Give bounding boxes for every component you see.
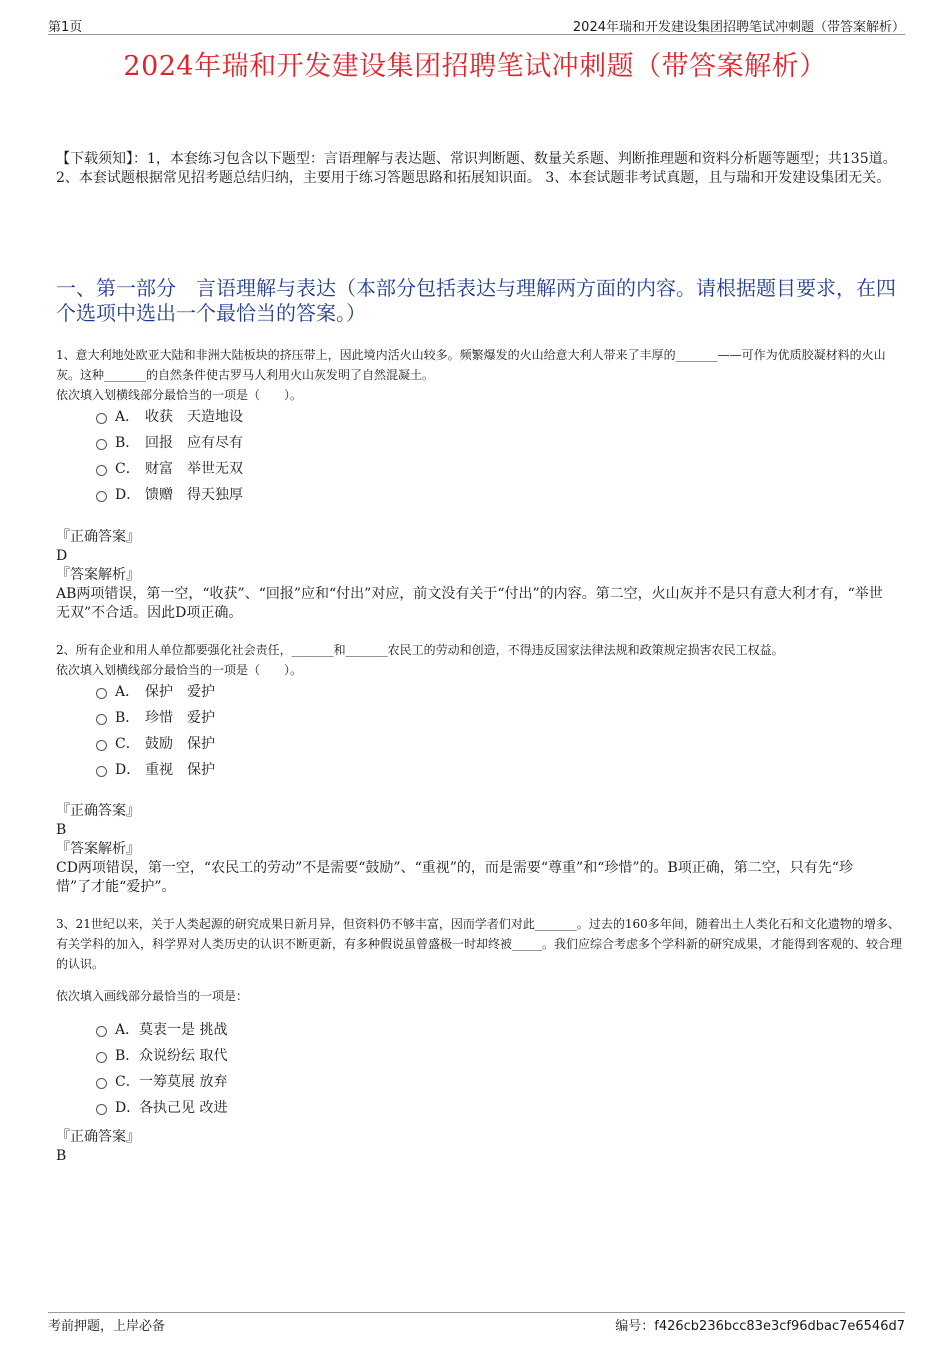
option-c[interactable]: C． 财富 举世无双 [56, 459, 902, 485]
footer-slogan: 考前押题，上岸必备 [48, 1319, 166, 1334]
option-b[interactable]: B． 众说纷纭 取代 [56, 1046, 902, 1072]
question-prompt: 依次填入划横线部分最恰当的一项是（ ）。 [56, 663, 303, 677]
radio-button[interactable] [96, 1052, 107, 1063]
radio-button[interactable] [96, 688, 107, 699]
answer-value: D [56, 548, 68, 564]
question-2 [56, 640, 902, 786]
answer-block-3 [56, 1128, 886, 1166]
radio-button[interactable] [96, 714, 107, 725]
question-stem: 3、21世纪以来，关于人类起源的研究成果日新月异，但资料仍不够丰富，因而学者们对此_______。过去的160多年间，随着出土人类化石和文化遗物的增多、有关学科的加入，科学界对人类历史的认识不断更新，有多种假说虽曾盛极一时却终被_____。我们应综合考虑多个学科新的研究成果，才能得到客观的、较合理的认识。 [56, 917, 903, 971]
question-prompt: 依次填入画线部分最恰当的一项是： [56, 989, 249, 1003]
option-d[interactable]: D． 馈赠 得天独厚 [56, 485, 902, 511]
option-b[interactable]: B． 珍惜 爱护 [56, 708, 902, 734]
answer-block-2 [56, 802, 886, 897]
radio-button[interactable] [96, 766, 107, 777]
question-1 [56, 345, 902, 511]
radio-button[interactable] [96, 491, 107, 502]
answer-heading: 『正确答案』 [56, 1129, 140, 1145]
page-number: 第1页 [48, 20, 83, 35]
document-title: 2024年瑞和开发建设集团招聘笔试冲刺题（带答案解析） [123, 51, 827, 82]
option-d[interactable]: D． 各执己见 改进 [56, 1098, 902, 1124]
footer-code [615, 1315, 905, 1334]
radio-button[interactable] [96, 1026, 107, 1037]
radio-button[interactable] [96, 439, 107, 450]
option-d[interactable]: D． 重视 保护 [56, 760, 902, 786]
page-header [48, 14, 905, 35]
analysis-heading: 『答案解析』 [56, 567, 140, 583]
header-doc-title: 2024年瑞和开发建设集团招聘笔试冲刺题（带答案解析） [572, 20, 905, 35]
answer-heading: 『正确答案』 [56, 803, 140, 819]
radio-button[interactable] [96, 413, 107, 424]
question-prompt: 依次填入划横线部分最恰当的一项是（ ）。 [56, 388, 303, 402]
option-b[interactable]: B． 回报 应有尽有 [56, 433, 902, 459]
radio-button[interactable] [96, 740, 107, 751]
answer-value: B [56, 1148, 67, 1164]
analysis-heading: 『答案解析』 [56, 841, 140, 857]
option-c[interactable]: C． 鼓励 保护 [56, 734, 902, 760]
question-stem: 2、所有企业和用人单位都要强化社会责任，_______和_______农民工的劳动和创造，不得违反国家法律法规和政策规定损害农民工权益。 [56, 643, 784, 657]
option-a[interactable]: A． 莫衷一是 挑战 [56, 1020, 902, 1046]
analysis-text: CD两项错误，第一空，“农民工的劳动”不是需要“鼓励”、“重视”的，而是需要“尊重”和“珍惜”的。B项正确，第二空，只有先“珍惜”了才能“爱护”。 [56, 860, 853, 895]
download-notice: 【下载须知】：1，本套练习包含以下题型：言语理解与表达题、常识判断题、数量关系题、判断推理题和资料分析题等题型；共135道。 2、本套试题根据常见招考题总结归纳，主要用于练习答题思路和拓展知识面。 3、本套试题非考试真题，且与瑞和开发建设集团无关。 [56, 151, 897, 186]
option-a[interactable]: A． 收获 天造地设 [56, 407, 902, 433]
page-footer [48, 1312, 905, 1333]
radio-button[interactable] [96, 1104, 107, 1115]
question-3 [56, 914, 902, 1124]
option-c[interactable]: C． 一筹莫展 放弃 [56, 1072, 902, 1098]
radio-button[interactable] [96, 1078, 107, 1089]
radio-button[interactable] [96, 465, 107, 476]
analysis-text: AB两项错误，第一空，“收获”、“回报”应和“付出”对应，前文没有关于“付出”的内容。第二空，火山灰并不是只有意大利才有，“举世无双”不合适。因此D项正确。 [56, 586, 883, 621]
section-heading: 一、第一部分 言语理解与表达（本部分包括表达与理解两方面的内容。请根据题目要求，在四个选项中选出一个最恰当的答案。） [56, 276, 896, 325]
question-stem: 1、意大利地处欧亚大陆和非洲大陆板块的挤压带上，因此境内活火山较多。频繁爆发的火山给意大利人带来了丰厚的_______——可作为优质胶凝材料的火山灰。这种_______的自然条件使古罗马人利用火山灰发明了自然混凝土。 [56, 348, 886, 382]
code-label: 编号： [615, 1319, 655, 1334]
answer-value: B [56, 822, 67, 838]
answer-block-1 [56, 528, 886, 623]
answer-heading: 『正确答案』 [56, 529, 140, 545]
code-value: f426cb236bcc83e3cf96dbac7e6546d7 [654, 1319, 905, 1334]
option-a[interactable]: A． 保护 爱护 [56, 682, 902, 708]
